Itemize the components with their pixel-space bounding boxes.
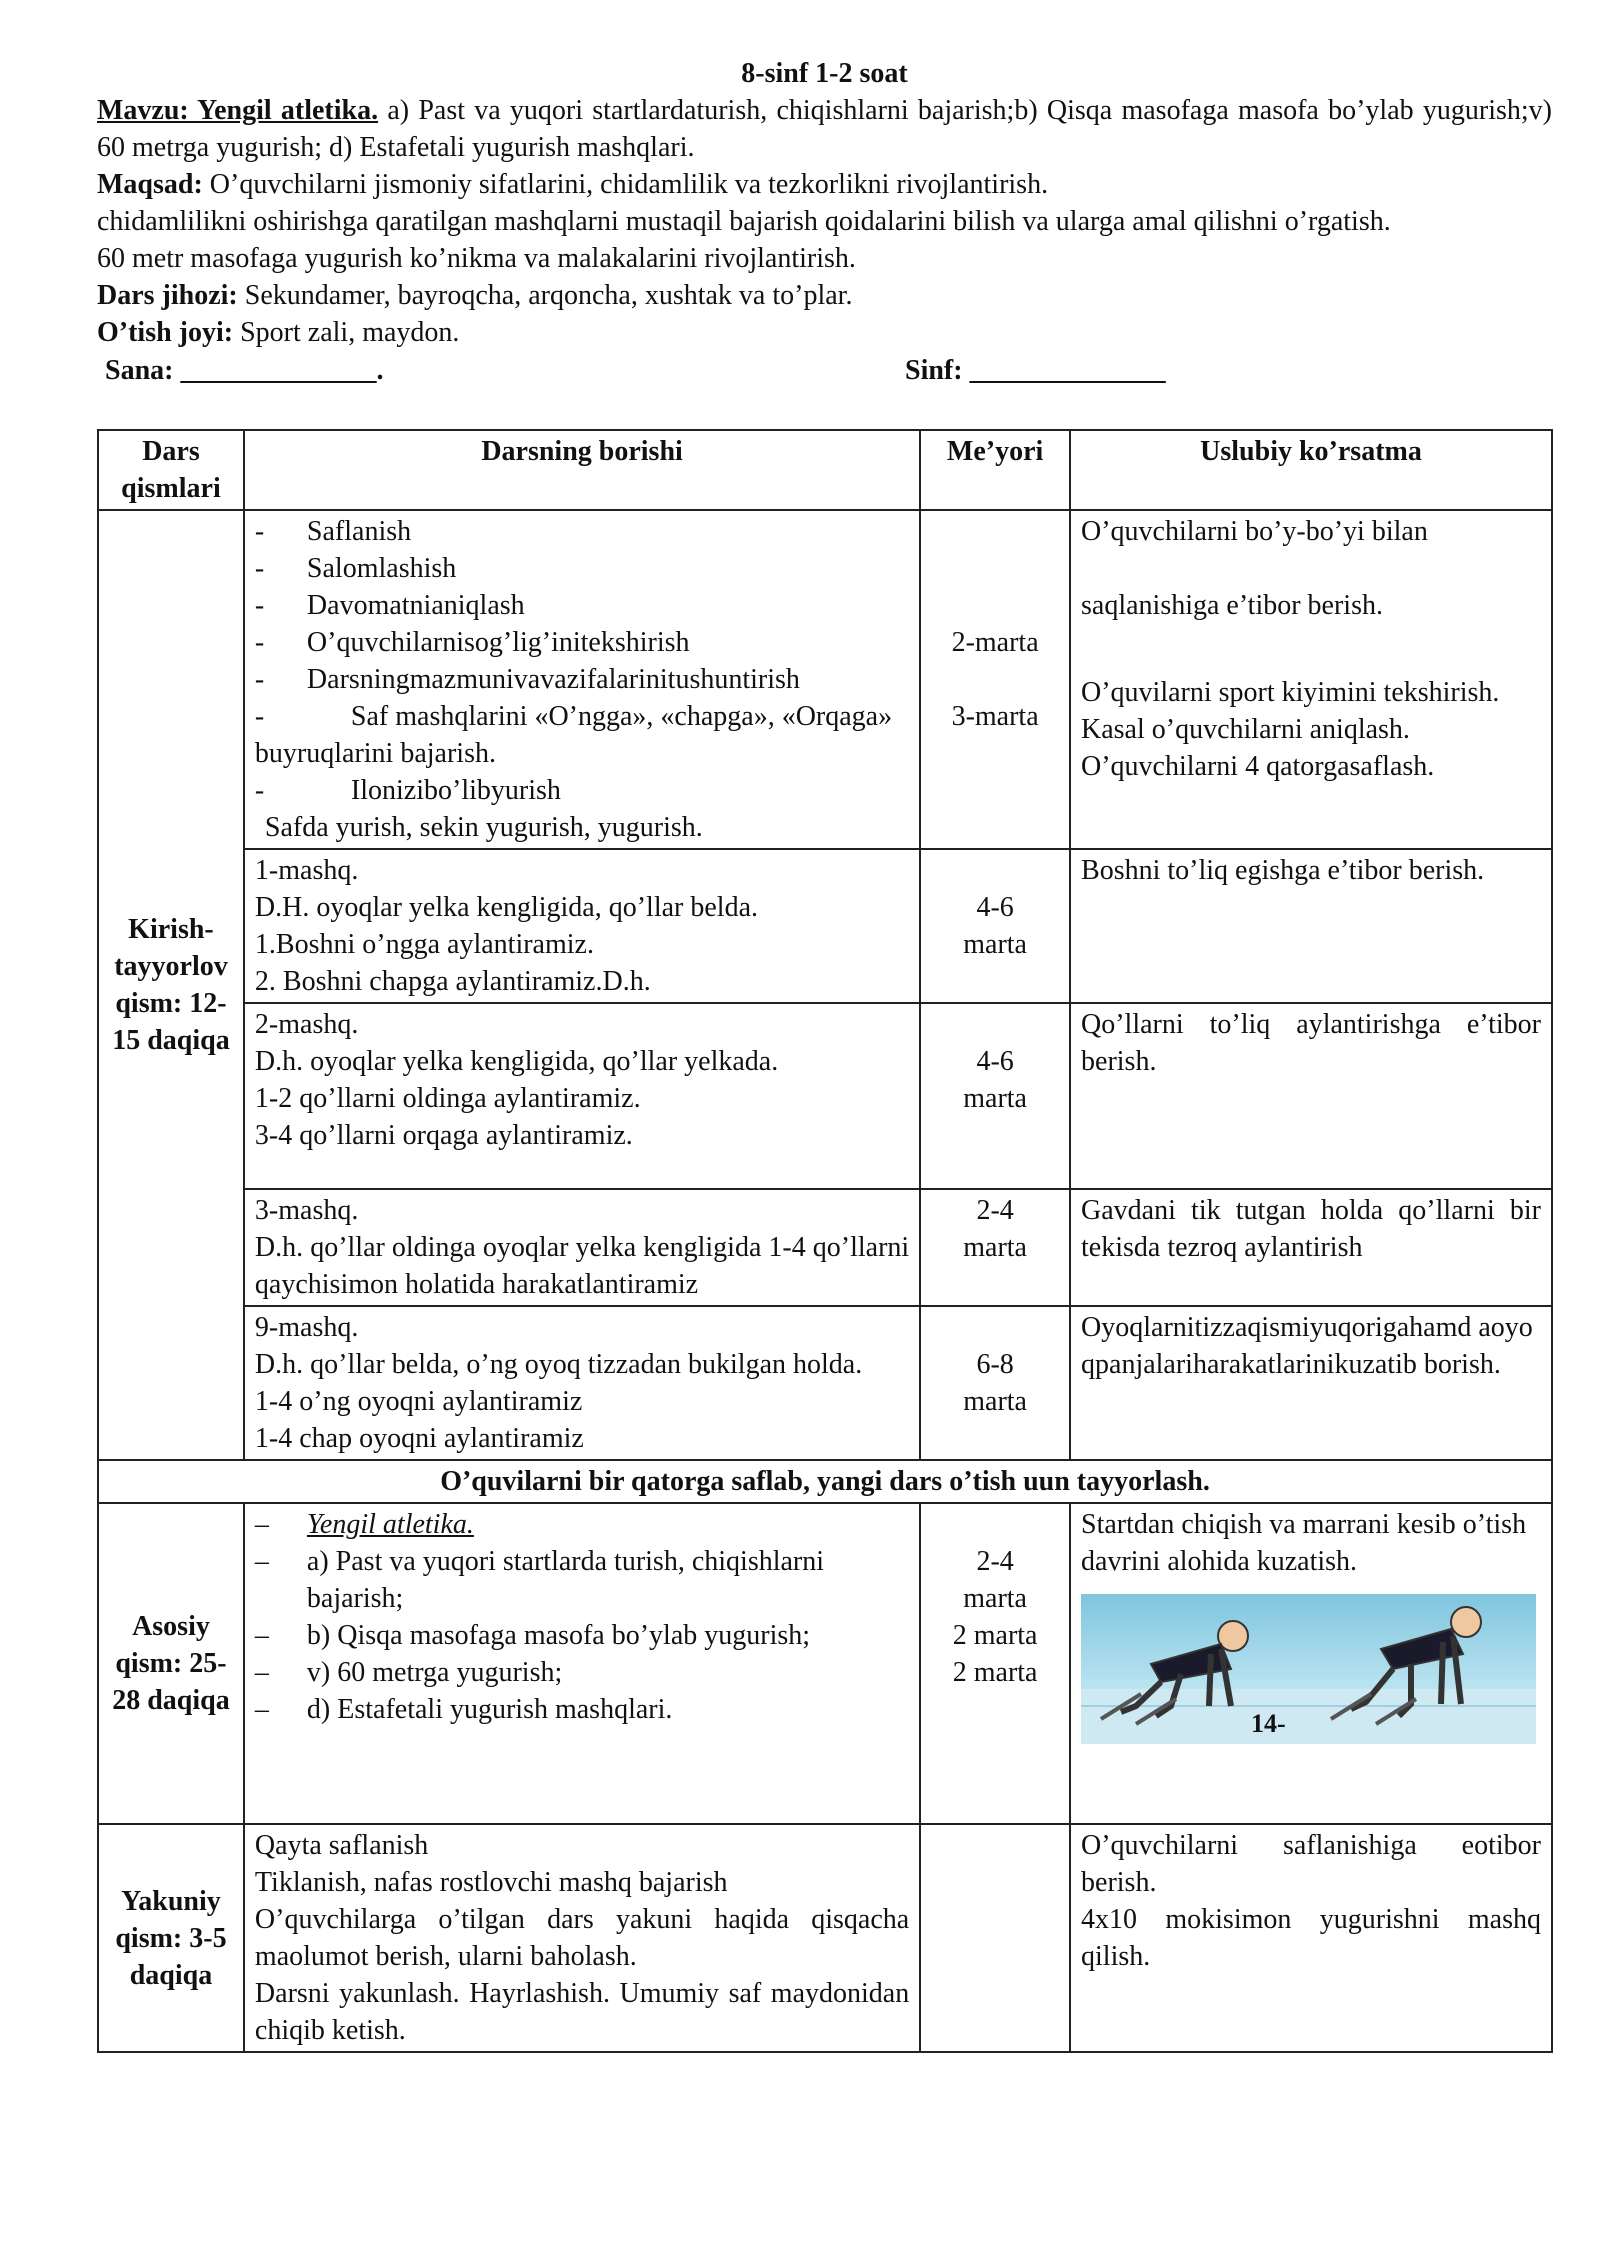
table-header-row xyxy=(98,430,1552,510)
table-row xyxy=(98,849,1552,1003)
list-item: - O’quvchilarnisog’lig’initekshirish xyxy=(254,627,690,658)
method-line: O’quvchilarni saflanishiga eotibor berish. xyxy=(1081,1830,1541,1898)
date-class-row xyxy=(97,352,1552,389)
table-row xyxy=(98,1503,1552,1824)
norm-value: 3-marta xyxy=(951,701,1039,732)
final-course-cell xyxy=(244,1824,920,2052)
norm-value: 4-6 xyxy=(976,1046,1014,1077)
venue-text: Sport zali, maydon. xyxy=(233,317,460,348)
exercise-line: 1-4 chap oyoqni aylantiramiz xyxy=(254,1423,584,1454)
intro-course-cell xyxy=(244,510,920,849)
list-item: - Ilonizibo’libyurish xyxy=(254,775,561,806)
exercise-9-cell xyxy=(244,1306,920,1460)
equipment-text: Sekundamer, bayroqcha, arqoncha, xushtak va to’plar. xyxy=(237,280,853,311)
page-title: 8-sinf 1-2 soat xyxy=(741,58,908,89)
list-item: – a) Past va yuqori startlarda turish, chiqishlarni bajarish; xyxy=(254,1546,825,1614)
list-item: – Yengil atletika. xyxy=(254,1509,474,1540)
exercise-title: 3-mashq. xyxy=(254,1195,359,1226)
exercise-line: 3-4 qo’llarni orqaga aylantiramiz. xyxy=(254,1120,633,1151)
norm-value: 2-marta xyxy=(951,627,1039,658)
header-method: Uslubiy ko’rsatma xyxy=(1070,430,1552,510)
list-item: – v) 60 metrga yugurish; xyxy=(254,1657,563,1688)
list-item: - Saf mashqlarini «O’ngga», «chapga», «Orqaga» buyruqlarini bajarish. xyxy=(254,701,893,769)
lesson-header xyxy=(97,55,1552,389)
norm-value: 2-4 xyxy=(976,1195,1014,1226)
main-norm-cell xyxy=(920,1503,1070,1824)
intro-norm-cell xyxy=(920,510,1070,849)
transition-row: O’quvilarni bir qatorga saflab, yangi dars o’tish uun tayyorlash. xyxy=(98,1460,1552,1503)
final-line: Darsni yakunlash. Hayrlashish. Umumiy saf maydonidan chiqib ketish. xyxy=(254,1978,910,2046)
class-field: Sinf: ______________ xyxy=(905,355,1166,386)
final-method-cell xyxy=(1070,1824,1552,2052)
norm-unit: marta xyxy=(963,1232,1027,1263)
list-item: - Davomatnianiqlash xyxy=(254,590,525,621)
goal-line-3: 60 metr masofaga yugurish ko’nikma va malakalarini rivojlantirish. xyxy=(97,243,856,274)
exercise-1-method: Boshni to’liq egishga e’tibor berish. xyxy=(1070,849,1552,1003)
table-row xyxy=(98,1003,1552,1189)
exercise-2-method: Qo’llarni to’liq aylantirishga e’tibor berish. xyxy=(1070,1003,1552,1189)
norm-unit: marta xyxy=(963,1083,1027,1114)
exercise-9-norm xyxy=(920,1306,1070,1460)
main-part-label: Asosiy qism: 25-28 daqiqa xyxy=(98,1503,244,1824)
exercise-3-cell xyxy=(244,1189,920,1306)
exercise-line: 1-4 o’ng oyoqni aylantiramiz xyxy=(254,1386,583,1417)
method-line: saqlanishiga e’tibor berish. xyxy=(1081,590,1383,621)
exercise-line: 2. Boshni chapga aylantiramiz.D.h. xyxy=(254,966,651,997)
final-line: Tiklanish, nafas rostlovchi mashq bajarish xyxy=(254,1867,728,1898)
header-norm: Me’yori xyxy=(920,430,1070,510)
method-line: Startdan chiqish va marrani kesib o’tish davrini alohida kuzatish. xyxy=(1081,1509,1527,1577)
norm-value: 6-8 xyxy=(976,1349,1014,1380)
goal-paragraph xyxy=(97,166,1552,203)
final-norm-cell xyxy=(920,1824,1070,2052)
list-item: – d) Estafetali yugurish mashqlari. xyxy=(254,1694,673,1725)
exercise-title: 2-mashq. xyxy=(254,1009,359,1040)
final-line: Qayta saflanish xyxy=(254,1830,429,1861)
norm-unit: marta xyxy=(963,1583,1027,1614)
exercise-line: D.h. qo’llar oldinga oyoqlar yelka kengligida 1-4 qo’llarni qaychisimon holatida harakatlantiramiz xyxy=(254,1232,910,1300)
exercise-9-method: Oyoqlarnitizzaqismiyuqorigahamd aoyoqpanjalariharakatlarinikuzatib borish. xyxy=(1070,1306,1552,1460)
intro-part-label: Kirish-tayyorlov qism: 12-15 daqiqa xyxy=(98,510,244,1460)
exercise-1-cell xyxy=(244,849,920,1003)
table-row xyxy=(98,1824,1552,2052)
exercise-line: D.h. oyoqlar yelka kengligida, qo’llar yelkada. xyxy=(254,1046,779,1077)
header-course: Darsning borishi xyxy=(244,430,920,510)
exercise-title: 1-mashq. xyxy=(254,855,359,886)
goal-label: Maqsad: xyxy=(97,169,203,200)
exercise-line: D.h. qo’llar belda, o’ng oyoq tizzadan bukilgan holda. xyxy=(254,1349,863,1380)
table-row xyxy=(98,1460,1552,1503)
main-course-cell xyxy=(244,1503,920,1824)
method-line: O’quvilarni sport kiyimini tekshirish. xyxy=(1081,677,1500,708)
list-item: - Salomlashish xyxy=(254,553,457,584)
list-item: – b) Qisqa masofaga masofa bo’ylab yugurish; xyxy=(254,1620,811,1651)
intro-method-cell xyxy=(1070,510,1552,849)
norm-unit: marta xyxy=(963,1386,1027,1417)
equipment-paragraph xyxy=(97,277,1552,314)
norm-value: 2 marta xyxy=(952,1620,1038,1651)
exercise-2-cell xyxy=(244,1003,920,1189)
list-item: - Saflanish xyxy=(254,516,412,547)
final-part-label: Yakuniy qism: 3-5 daqiqa xyxy=(98,1824,244,2052)
header-parts: Dars qismlari xyxy=(98,430,244,510)
exercise-3-method: Gavdani tik tutgan holda qo’llarni bir tekisda tezroq aylantirish xyxy=(1070,1189,1552,1306)
exercise-1-norm xyxy=(920,849,1070,1003)
table-row xyxy=(98,1189,1552,1306)
list-item: Safda yurish, sekin yugurish, yugurish. xyxy=(264,812,703,843)
transition-text: O’quvilarni bir qatorga saflab, yangi dars o’tish uun tayyorlash xyxy=(440,1466,1203,1497)
figure-number: 14- xyxy=(1251,1709,1286,1738)
sprint-start-illustration xyxy=(1081,1594,1536,1744)
exercise-line: 1-2 qo’llarni oldinga aylantiramiz. xyxy=(254,1083,641,1114)
main-method-cell xyxy=(1070,1503,1552,1824)
exercise-2-norm xyxy=(920,1003,1070,1189)
lesson-plan-table xyxy=(97,429,1553,2053)
method-line: 4x10 mokisimon yugurishni mashq qilish. xyxy=(1081,1904,1541,1972)
norm-value: 2 marta xyxy=(952,1657,1038,1688)
exercise-title: 9-mashq. xyxy=(254,1312,359,1343)
topic-label: Mavzu: Yengil atletika. xyxy=(97,95,379,126)
runner-figures xyxy=(1081,1594,1536,1744)
equipment-label: Dars jihozi: xyxy=(97,280,238,311)
venue-paragraph xyxy=(97,314,1552,351)
exercise-line: 1.Boshni o’ngga aylantiramiz. xyxy=(254,929,594,960)
topic-text: a) Past va yuqori startlardaturish, chiqishlarni bajarish;b) Qisqa masofaga masofa bo’ylab yugurish;v) 60 metrga yugurish; d) Estafetali yugurish mashqlari. xyxy=(97,95,1552,163)
norm-value: 4-6 xyxy=(976,892,1014,923)
list-item: - Darsningmazmunivavazifalarinitushuntirish xyxy=(254,664,800,695)
goal-line-2: chidamlilikni oshirishga qaratilgan mashqlarni mustaqil bajarish qoidalarini bilish va ularga amal qilishni o’rgatish. xyxy=(97,206,1391,237)
final-line: O’quvchilarga o’tilgan dars yakuni haqida qisqacha maolumot berish, ularni baholash. xyxy=(254,1904,910,1972)
method-line: O’quvchilarni bo’y-bo’yi bilan xyxy=(1081,516,1428,547)
exercise-line: D.H. oyoqlar yelka kengligida, qo’llar belda. xyxy=(254,892,758,923)
table-row xyxy=(98,1306,1552,1460)
norm-value: 2-4 xyxy=(976,1546,1014,1577)
norm-unit: marta xyxy=(963,929,1027,960)
date-field: Sana: ______________. xyxy=(105,355,384,386)
topic-paragraph xyxy=(97,92,1552,166)
method-line: O’quvchilarni 4 qatorgasaflash. xyxy=(1081,751,1435,782)
exercise-3-norm xyxy=(920,1189,1070,1306)
method-line: Kasal o’quvchilarni aniqlash. xyxy=(1081,714,1410,745)
venue-label: O’tish joyi: xyxy=(97,317,234,348)
table-row xyxy=(98,510,1552,849)
goal-text: O’quvchilarni jismoniy sifatlarini, chidamlilik va tezkorlikni rivojlantirish. xyxy=(202,169,1049,200)
